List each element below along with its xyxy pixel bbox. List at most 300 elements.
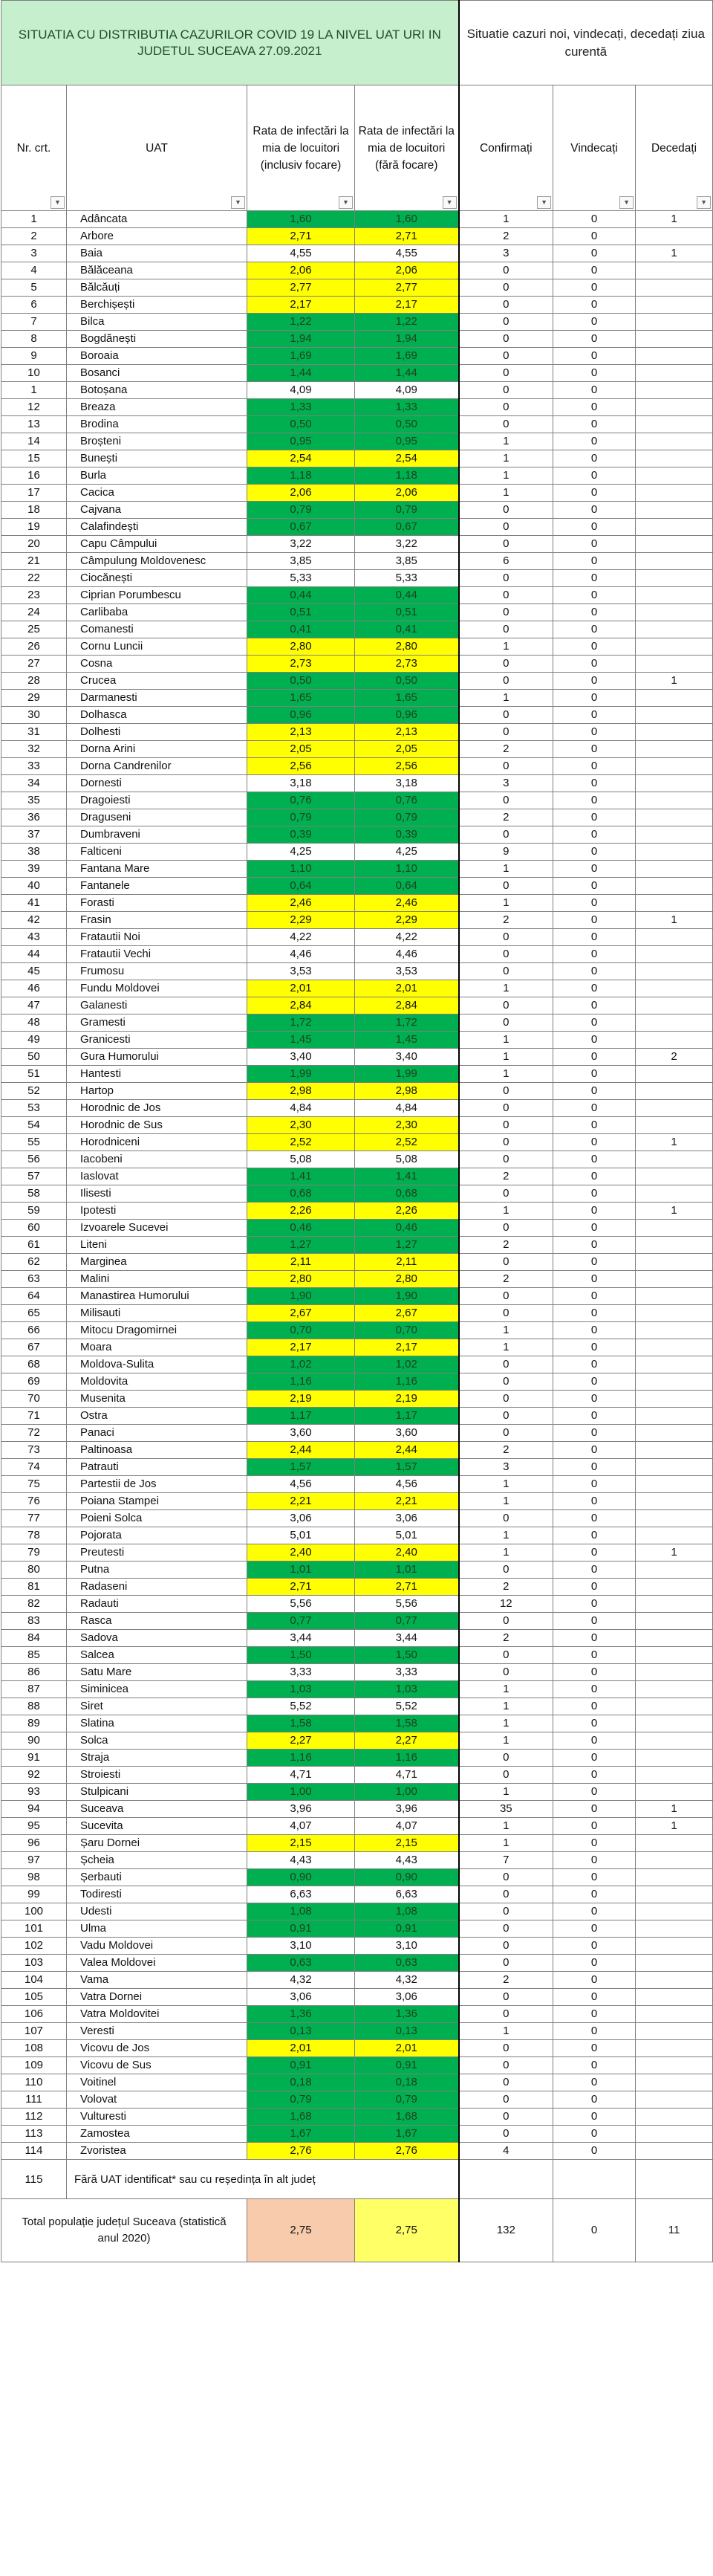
row-confirmed: 0 bbox=[459, 1014, 553, 1032]
row-uat-name: Burla bbox=[67, 467, 247, 485]
row-nr: 112 bbox=[1, 2109, 67, 2126]
row-confirmed: 2 bbox=[459, 912, 553, 929]
row-rate-excl: 0,79 bbox=[355, 2091, 459, 2109]
row-uat-name: Fratautii Noi bbox=[67, 929, 247, 946]
row-recovered: 0 bbox=[553, 416, 636, 433]
row-nr: 65 bbox=[1, 1305, 67, 1322]
total-deceased: 11 bbox=[636, 2199, 713, 2262]
row-recovered: 0 bbox=[553, 758, 636, 775]
row-rate-excl: 1,01 bbox=[355, 1562, 459, 1579]
row-recovered: 0 bbox=[553, 792, 636, 809]
row-uat-name: Fantana Mare bbox=[67, 861, 247, 878]
dropdown-filter-icon[interactable]: ▼ bbox=[51, 196, 65, 209]
row-uat-name: Dolhasca bbox=[67, 707, 247, 724]
row-recovered: 0 bbox=[553, 1715, 636, 1732]
row-uat-name: Radaseni bbox=[67, 1579, 247, 1596]
row-rate-incl: 5,08 bbox=[247, 1151, 355, 1168]
table-row bbox=[1, 1442, 713, 1459]
row-uat-name: Todiresti bbox=[67, 1886, 247, 1903]
dropdown-filter-icon[interactable]: ▼ bbox=[339, 196, 353, 209]
row-rate-incl: 0,44 bbox=[247, 587, 355, 604]
row-rate-incl: 2,21 bbox=[247, 1493, 355, 1510]
row-deceased: 1 bbox=[636, 1203, 713, 1220]
row-rate-incl: 1,22 bbox=[247, 314, 355, 331]
row-rate-incl: 0,76 bbox=[247, 792, 355, 809]
row-nr: 23 bbox=[1, 587, 67, 604]
table-row bbox=[1, 1544, 713, 1562]
row-uat-name: Poieni Solca bbox=[67, 1510, 247, 1527]
dropdown-filter-icon[interactable]: ▼ bbox=[443, 196, 457, 209]
row-nr: 69 bbox=[1, 1373, 67, 1391]
row-nr: 90 bbox=[1, 1732, 67, 1750]
header-rate-incl bbox=[247, 85, 355, 211]
row-nr: 59 bbox=[1, 1203, 67, 1220]
row-uat-name: Stulpicani bbox=[67, 1784, 247, 1801]
table-row bbox=[1, 228, 713, 245]
row-nr: 30 bbox=[1, 707, 67, 724]
row-recovered: 0 bbox=[553, 2006, 636, 2023]
row-recovered: 0 bbox=[553, 963, 636, 980]
table-row bbox=[1, 2109, 713, 2126]
table-row bbox=[1, 1305, 713, 1322]
row-confirmed: 1 bbox=[459, 467, 553, 485]
row-rate-incl: 1,41 bbox=[247, 1168, 355, 1185]
row-deceased bbox=[636, 348, 713, 365]
row-rate-incl: 2,17 bbox=[247, 297, 355, 314]
row-confirmed: 0 bbox=[459, 1955, 553, 1972]
table-row bbox=[1, 1391, 713, 1408]
row-uat-name: Fratautii Vechi bbox=[67, 946, 247, 963]
row-uat-name: Sucevita bbox=[67, 1818, 247, 1835]
row-rate-incl: 2,80 bbox=[247, 1271, 355, 1288]
row-uat-name: Capu Câmpului bbox=[67, 536, 247, 553]
row-rate-excl: 2,05 bbox=[355, 741, 459, 758]
row-confirmed: 0 bbox=[459, 1767, 553, 1784]
row-confirmed: 1 bbox=[459, 1339, 553, 1356]
dropdown-filter-icon[interactable]: ▼ bbox=[537, 196, 551, 209]
row-uat-name: Preutesti bbox=[67, 1544, 247, 1562]
table-row bbox=[1, 1510, 713, 1527]
row-recovered: 0 bbox=[553, 844, 636, 861]
table-row bbox=[1, 348, 713, 365]
row-recovered: 0 bbox=[553, 1510, 636, 1527]
row-deceased bbox=[636, 297, 713, 314]
row-rate-excl: 0,95 bbox=[355, 433, 459, 450]
row-deceased bbox=[636, 1014, 713, 1032]
table-row bbox=[1, 1271, 713, 1288]
row-recovered: 0 bbox=[553, 2109, 636, 2126]
row-deceased bbox=[636, 1835, 713, 1852]
row-confirmed: 1 bbox=[459, 485, 553, 502]
row-nr: 52 bbox=[1, 1083, 67, 1100]
table-row bbox=[1, 997, 713, 1014]
row-rate-excl: 1,22 bbox=[355, 314, 459, 331]
row-nr: 110 bbox=[1, 2074, 67, 2091]
row-rate-incl: 4,46 bbox=[247, 946, 355, 963]
row-rate-excl: 5,01 bbox=[355, 1527, 459, 1544]
row-deceased bbox=[636, 1100, 713, 1117]
row-uat-name: Veresti bbox=[67, 2023, 247, 2040]
table-row bbox=[1, 1579, 713, 1596]
table-row bbox=[1, 1237, 713, 1254]
row-rate-incl: 6,63 bbox=[247, 1886, 355, 1903]
row-uat-name: Cajvana bbox=[67, 502, 247, 519]
row-rate-incl: 1,16 bbox=[247, 1750, 355, 1767]
row-nr: 53 bbox=[1, 1100, 67, 1117]
row-nr: 115 bbox=[1, 2160, 67, 2199]
row-deceased bbox=[636, 382, 713, 399]
header-nr-label: Nr. crt. bbox=[16, 141, 51, 155]
row-confirmed: 3 bbox=[459, 245, 553, 262]
row-rate-incl: 4,22 bbox=[247, 929, 355, 946]
row-rate-excl: 1,72 bbox=[355, 1014, 459, 1032]
table-row bbox=[1, 211, 713, 228]
row-recovered: 0 bbox=[553, 1869, 636, 1886]
row-rate-excl: 3,96 bbox=[355, 1801, 459, 1818]
row-uat-name: Poiana Stampei bbox=[67, 1493, 247, 1510]
row-deceased bbox=[636, 399, 713, 416]
row-rate-incl: 0,79 bbox=[247, 809, 355, 826]
row-recovered: 0 bbox=[553, 1527, 636, 1544]
row-deceased bbox=[636, 1066, 713, 1083]
row-deceased bbox=[636, 416, 713, 433]
row-rate-incl: 1,58 bbox=[247, 1715, 355, 1732]
row-deceased bbox=[636, 2040, 713, 2057]
row-recovered: 0 bbox=[553, 2091, 636, 2109]
row-confirmed: 0 bbox=[459, 2074, 553, 2091]
table-row bbox=[1, 1425, 713, 1442]
row-nr: 29 bbox=[1, 690, 67, 707]
row-deceased bbox=[636, 1391, 713, 1408]
row-confirmed: 1 bbox=[459, 1698, 553, 1715]
row-deceased bbox=[636, 1254, 713, 1271]
row-recovered: 0 bbox=[553, 2023, 636, 2040]
row-confirmed: 0 bbox=[459, 707, 553, 724]
table-row-unidentified bbox=[1, 2160, 713, 2199]
row-rate-excl: 2,44 bbox=[355, 1442, 459, 1459]
row-nr: 93 bbox=[1, 1784, 67, 1801]
row-uat-name: Ciocănești bbox=[67, 570, 247, 587]
row-nr: 18 bbox=[1, 502, 67, 519]
row-confirmed: 0 bbox=[459, 1750, 553, 1767]
table-row bbox=[1, 861, 713, 878]
row-recovered: 0 bbox=[553, 1425, 636, 1442]
row-deceased: 1 bbox=[636, 1818, 713, 1835]
row-rate-incl: 1,94 bbox=[247, 331, 355, 348]
row-uat-name: Baia bbox=[67, 245, 247, 262]
row-uat-name: Darmanesti bbox=[67, 690, 247, 707]
row-nr: 104 bbox=[1, 1972, 67, 1989]
row-nr: 39 bbox=[1, 861, 67, 878]
row-rate-excl: 5,56 bbox=[355, 1596, 459, 1613]
row-deceased bbox=[636, 1373, 713, 1391]
row-rate-excl: 1,33 bbox=[355, 399, 459, 416]
row-confirmed: 0 bbox=[459, 399, 553, 416]
row-rate-incl: 2,80 bbox=[247, 638, 355, 656]
table-row bbox=[1, 1903, 713, 1920]
row-uat-name: Câmpulung Moldovenesc bbox=[67, 553, 247, 570]
row-nr: 95 bbox=[1, 1818, 67, 1835]
row-rate-incl: 1,68 bbox=[247, 2109, 355, 2126]
row-confirmed: 0 bbox=[459, 621, 553, 638]
row-recovered: 0 bbox=[553, 997, 636, 1014]
table-row bbox=[1, 1151, 713, 1168]
row-nr: 2 bbox=[1, 228, 67, 245]
table-row bbox=[1, 1613, 713, 1630]
row-rate-excl: 3,06 bbox=[355, 1989, 459, 2006]
row-uat-name: Calafindești bbox=[67, 519, 247, 536]
row-confirmed: 2 bbox=[459, 228, 553, 245]
row-recovered: 0 bbox=[553, 348, 636, 365]
row-recovered: 0 bbox=[553, 485, 636, 502]
row-uat-name: Gura Humorului bbox=[67, 1049, 247, 1066]
row-rate-excl: 2,11 bbox=[355, 1254, 459, 1271]
row-nr: 57 bbox=[1, 1168, 67, 1185]
row-rate-excl: 0,64 bbox=[355, 878, 459, 895]
table-row bbox=[1, 2126, 713, 2143]
row-deceased bbox=[636, 1955, 713, 1972]
row-uat-name: Moldova-Sulita bbox=[67, 1356, 247, 1373]
row-recovered: 0 bbox=[553, 604, 636, 621]
row-rate-excl: 3,44 bbox=[355, 1630, 459, 1647]
row-rate-excl: 0,67 bbox=[355, 519, 459, 536]
row-nr: 74 bbox=[1, 1459, 67, 1476]
row-confirmed: 1 bbox=[459, 1732, 553, 1750]
table-row bbox=[1, 485, 713, 502]
row-nr: 106 bbox=[1, 2006, 67, 2023]
table-row-total bbox=[1, 2199, 713, 2262]
row-nr: 42 bbox=[1, 912, 67, 929]
row-rate-incl: 4,09 bbox=[247, 382, 355, 399]
row-deceased bbox=[636, 2057, 713, 2074]
row-recovered: 0 bbox=[553, 1698, 636, 1715]
row-uat-name: Hartop bbox=[67, 1083, 247, 1100]
row-confirmed: 0 bbox=[459, 314, 553, 331]
table-row bbox=[1, 758, 713, 775]
row-recovered: 0 bbox=[553, 262, 636, 279]
row-confirmed: 0 bbox=[459, 587, 553, 604]
row-recovered: 0 bbox=[553, 1544, 636, 1562]
row-confirmed: 2 bbox=[459, 1630, 553, 1647]
table-row bbox=[1, 570, 713, 587]
row-rate-incl: 0,18 bbox=[247, 2074, 355, 2091]
row-recovered: 0 bbox=[553, 1100, 636, 1117]
row-confirmed: 2 bbox=[459, 809, 553, 826]
row-rate-incl: 2,67 bbox=[247, 1305, 355, 1322]
row-uat-name: Ilisesti bbox=[67, 1185, 247, 1203]
row-confirmed: 0 bbox=[459, 262, 553, 279]
row-rate-incl: 2,84 bbox=[247, 997, 355, 1014]
row-recovered: 0 bbox=[553, 399, 636, 416]
row-nr: 71 bbox=[1, 1408, 67, 1425]
row-rate-incl: 3,10 bbox=[247, 1938, 355, 1955]
row-rate-excl: 0,50 bbox=[355, 673, 459, 690]
table-row bbox=[1, 502, 713, 519]
row-rate-excl: 3,10 bbox=[355, 1938, 459, 1955]
row-rate-incl: 0,70 bbox=[247, 1322, 355, 1339]
row-confirmed: 0 bbox=[459, 1391, 553, 1408]
row-deceased bbox=[636, 485, 713, 502]
row-uat-name: Dolhesti bbox=[67, 724, 247, 741]
row-rate-excl: 2,17 bbox=[355, 1339, 459, 1356]
row-rate-excl: 2,29 bbox=[355, 912, 459, 929]
row-uat-name: Panaci bbox=[67, 1425, 247, 1442]
row-rate-excl: 2,06 bbox=[355, 485, 459, 502]
row-rate-incl: 3,53 bbox=[247, 963, 355, 980]
row-rate-incl: 0,77 bbox=[247, 1613, 355, 1630]
row-recovered: 0 bbox=[553, 1835, 636, 1852]
row-recovered: 0 bbox=[553, 433, 636, 450]
row-uat-name: Putna bbox=[67, 1562, 247, 1579]
row-rate-incl: 4,56 bbox=[247, 1476, 355, 1493]
row-rate-incl: 0,63 bbox=[247, 1955, 355, 1972]
row-nr: 78 bbox=[1, 1527, 67, 1544]
row-rate-excl: 2,76 bbox=[355, 2143, 459, 2160]
row-nr: 100 bbox=[1, 1903, 67, 1920]
row-nr: 62 bbox=[1, 1254, 67, 1271]
row-rate-incl: 1,02 bbox=[247, 1356, 355, 1373]
row-nr: 86 bbox=[1, 1664, 67, 1681]
row-recovered: 0 bbox=[553, 279, 636, 297]
row-rate-incl: 2,15 bbox=[247, 1835, 355, 1852]
row-nr: 88 bbox=[1, 1698, 67, 1715]
row-rate-incl: 2,01 bbox=[247, 980, 355, 997]
row-rate-excl: 2,27 bbox=[355, 1732, 459, 1750]
row-uat-name: Voitinel bbox=[67, 2074, 247, 2091]
row-rate-excl: 2,06 bbox=[355, 262, 459, 279]
row-deceased bbox=[636, 1168, 713, 1185]
row-rate-incl: 0,91 bbox=[247, 1920, 355, 1938]
row-uat-name: Patrauti bbox=[67, 1459, 247, 1476]
row-rate-incl: 2,19 bbox=[247, 1391, 355, 1408]
row-recovered: 0 bbox=[553, 1117, 636, 1134]
row-rate-excl: 1,99 bbox=[355, 1066, 459, 1083]
row-rate-excl: 2,71 bbox=[355, 228, 459, 245]
row-nr: 79 bbox=[1, 1544, 67, 1562]
table-row bbox=[1, 621, 713, 638]
row-recovered: 0 bbox=[553, 775, 636, 792]
row-nr: 64 bbox=[1, 1288, 67, 1305]
row-recovered: 0 bbox=[553, 1767, 636, 1784]
row-confirmed: 1 bbox=[459, 1544, 553, 1562]
row-uat-name: Dumbraveni bbox=[67, 826, 247, 844]
row-nr: 49 bbox=[1, 1032, 67, 1049]
row-rate-incl: 2,56 bbox=[247, 758, 355, 775]
table-row bbox=[1, 279, 713, 297]
table-row bbox=[1, 724, 713, 741]
row-deceased bbox=[636, 2126, 713, 2143]
row-uat-name: Vicovu de Jos bbox=[67, 2040, 247, 2057]
row-rate-excl: 0,79 bbox=[355, 809, 459, 826]
row-uat-name: Milisauti bbox=[67, 1305, 247, 1322]
row-confirmed: 2 bbox=[459, 1972, 553, 1989]
row-recovered: 0 bbox=[553, 1014, 636, 1032]
dropdown-filter-icon[interactable]: ▼ bbox=[697, 196, 711, 209]
row-confirmed: 4 bbox=[459, 2143, 553, 2160]
row-recovered: 0 bbox=[553, 1562, 636, 1579]
row-uat-name: Frasin bbox=[67, 912, 247, 929]
row-uat-name: Volovat bbox=[67, 2091, 247, 2109]
row-confirmed: 2 bbox=[459, 1168, 553, 1185]
row-recovered: 0 bbox=[553, 1049, 636, 1066]
row-uat-name: Falticeni bbox=[67, 844, 247, 861]
dropdown-filter-icon[interactable]: ▼ bbox=[231, 196, 245, 209]
row-nr: 14 bbox=[1, 433, 67, 450]
row-nr: 101 bbox=[1, 1920, 67, 1938]
table-row bbox=[1, 433, 713, 450]
row-nr: 96 bbox=[1, 1835, 67, 1852]
row-deceased bbox=[636, 792, 713, 809]
row-uat-name: Bălcăuți bbox=[67, 279, 247, 297]
row-recovered: 0 bbox=[553, 1459, 636, 1476]
row-rate-incl: 0,46 bbox=[247, 1220, 355, 1237]
row-uat-name: Mitocu Dragomirnei bbox=[67, 1322, 247, 1339]
row-rate-incl: 4,71 bbox=[247, 1767, 355, 1784]
row-nr: 113 bbox=[1, 2126, 67, 2143]
row-confirmed: 2 bbox=[459, 1237, 553, 1254]
row-confirmed: 0 bbox=[459, 1305, 553, 1322]
row-recovered: 0 bbox=[553, 929, 636, 946]
report-title: SITUATIA CU DISTRIBUTIA CAZURILOR COVID 19 LA NIVEL UAT URI IN JUDETUL SUCEAVA 27.09.2021 bbox=[1, 1, 459, 85]
table-row bbox=[1, 826, 713, 844]
row-rate-excl: 2,52 bbox=[355, 1134, 459, 1151]
table-row bbox=[1, 1459, 713, 1476]
row-rate-excl: 4,07 bbox=[355, 1818, 459, 1835]
row-deceased bbox=[636, 809, 713, 826]
row-rate-excl: 0,91 bbox=[355, 2057, 459, 2074]
row-rate-excl: 1,58 bbox=[355, 1715, 459, 1732]
row-rate-incl: 4,32 bbox=[247, 1972, 355, 1989]
row-rate-excl: 0,68 bbox=[355, 1185, 459, 1203]
row-rate-excl: 1,94 bbox=[355, 331, 459, 348]
row-uat-name: Șerbauti bbox=[67, 1869, 247, 1886]
row-nr: 4 bbox=[1, 262, 67, 279]
row-rate-incl: 1,44 bbox=[247, 365, 355, 382]
row-deceased bbox=[636, 467, 713, 485]
row-confirmed: 1 bbox=[459, 1715, 553, 1732]
table-row bbox=[1, 1562, 713, 1579]
row-deceased bbox=[636, 1920, 713, 1938]
table-row bbox=[1, 946, 713, 963]
row-nr: 92 bbox=[1, 1767, 67, 1784]
row-confirmed: 1 bbox=[459, 861, 553, 878]
row-confirmed: 1 bbox=[459, 1493, 553, 1510]
row-uat-name: Horodnic de Sus bbox=[67, 1117, 247, 1134]
row-confirmed: 0 bbox=[459, 365, 553, 382]
row-rate-incl: 2,05 bbox=[247, 741, 355, 758]
row-rate-excl: 0,76 bbox=[355, 792, 459, 809]
row-confirmed: 0 bbox=[459, 2006, 553, 2023]
header-nr bbox=[1, 85, 67, 211]
row-confirmed: 0 bbox=[459, 1254, 553, 1271]
row-recovered: 0 bbox=[553, 1955, 636, 1972]
table-row bbox=[1, 2006, 713, 2023]
row-nr: 47 bbox=[1, 997, 67, 1014]
row-rate-incl: 2,11 bbox=[247, 1254, 355, 1271]
dropdown-filter-icon[interactable]: ▼ bbox=[619, 196, 634, 209]
row-nr: 99 bbox=[1, 1886, 67, 1903]
row-confirmed: 6 bbox=[459, 553, 553, 570]
row-rate-excl: 2,19 bbox=[355, 1391, 459, 1408]
row-rate-excl: 3,40 bbox=[355, 1049, 459, 1066]
row-rate-excl: 0,50 bbox=[355, 416, 459, 433]
row-deceased bbox=[636, 1237, 713, 1254]
row-deceased bbox=[636, 861, 713, 878]
row-uat-name: Boroaia bbox=[67, 348, 247, 365]
row-uat-name: Vicovu de Sus bbox=[67, 2057, 247, 2074]
header-uat-label: UAT bbox=[146, 141, 168, 155]
row-recovered: 0 bbox=[553, 912, 636, 929]
